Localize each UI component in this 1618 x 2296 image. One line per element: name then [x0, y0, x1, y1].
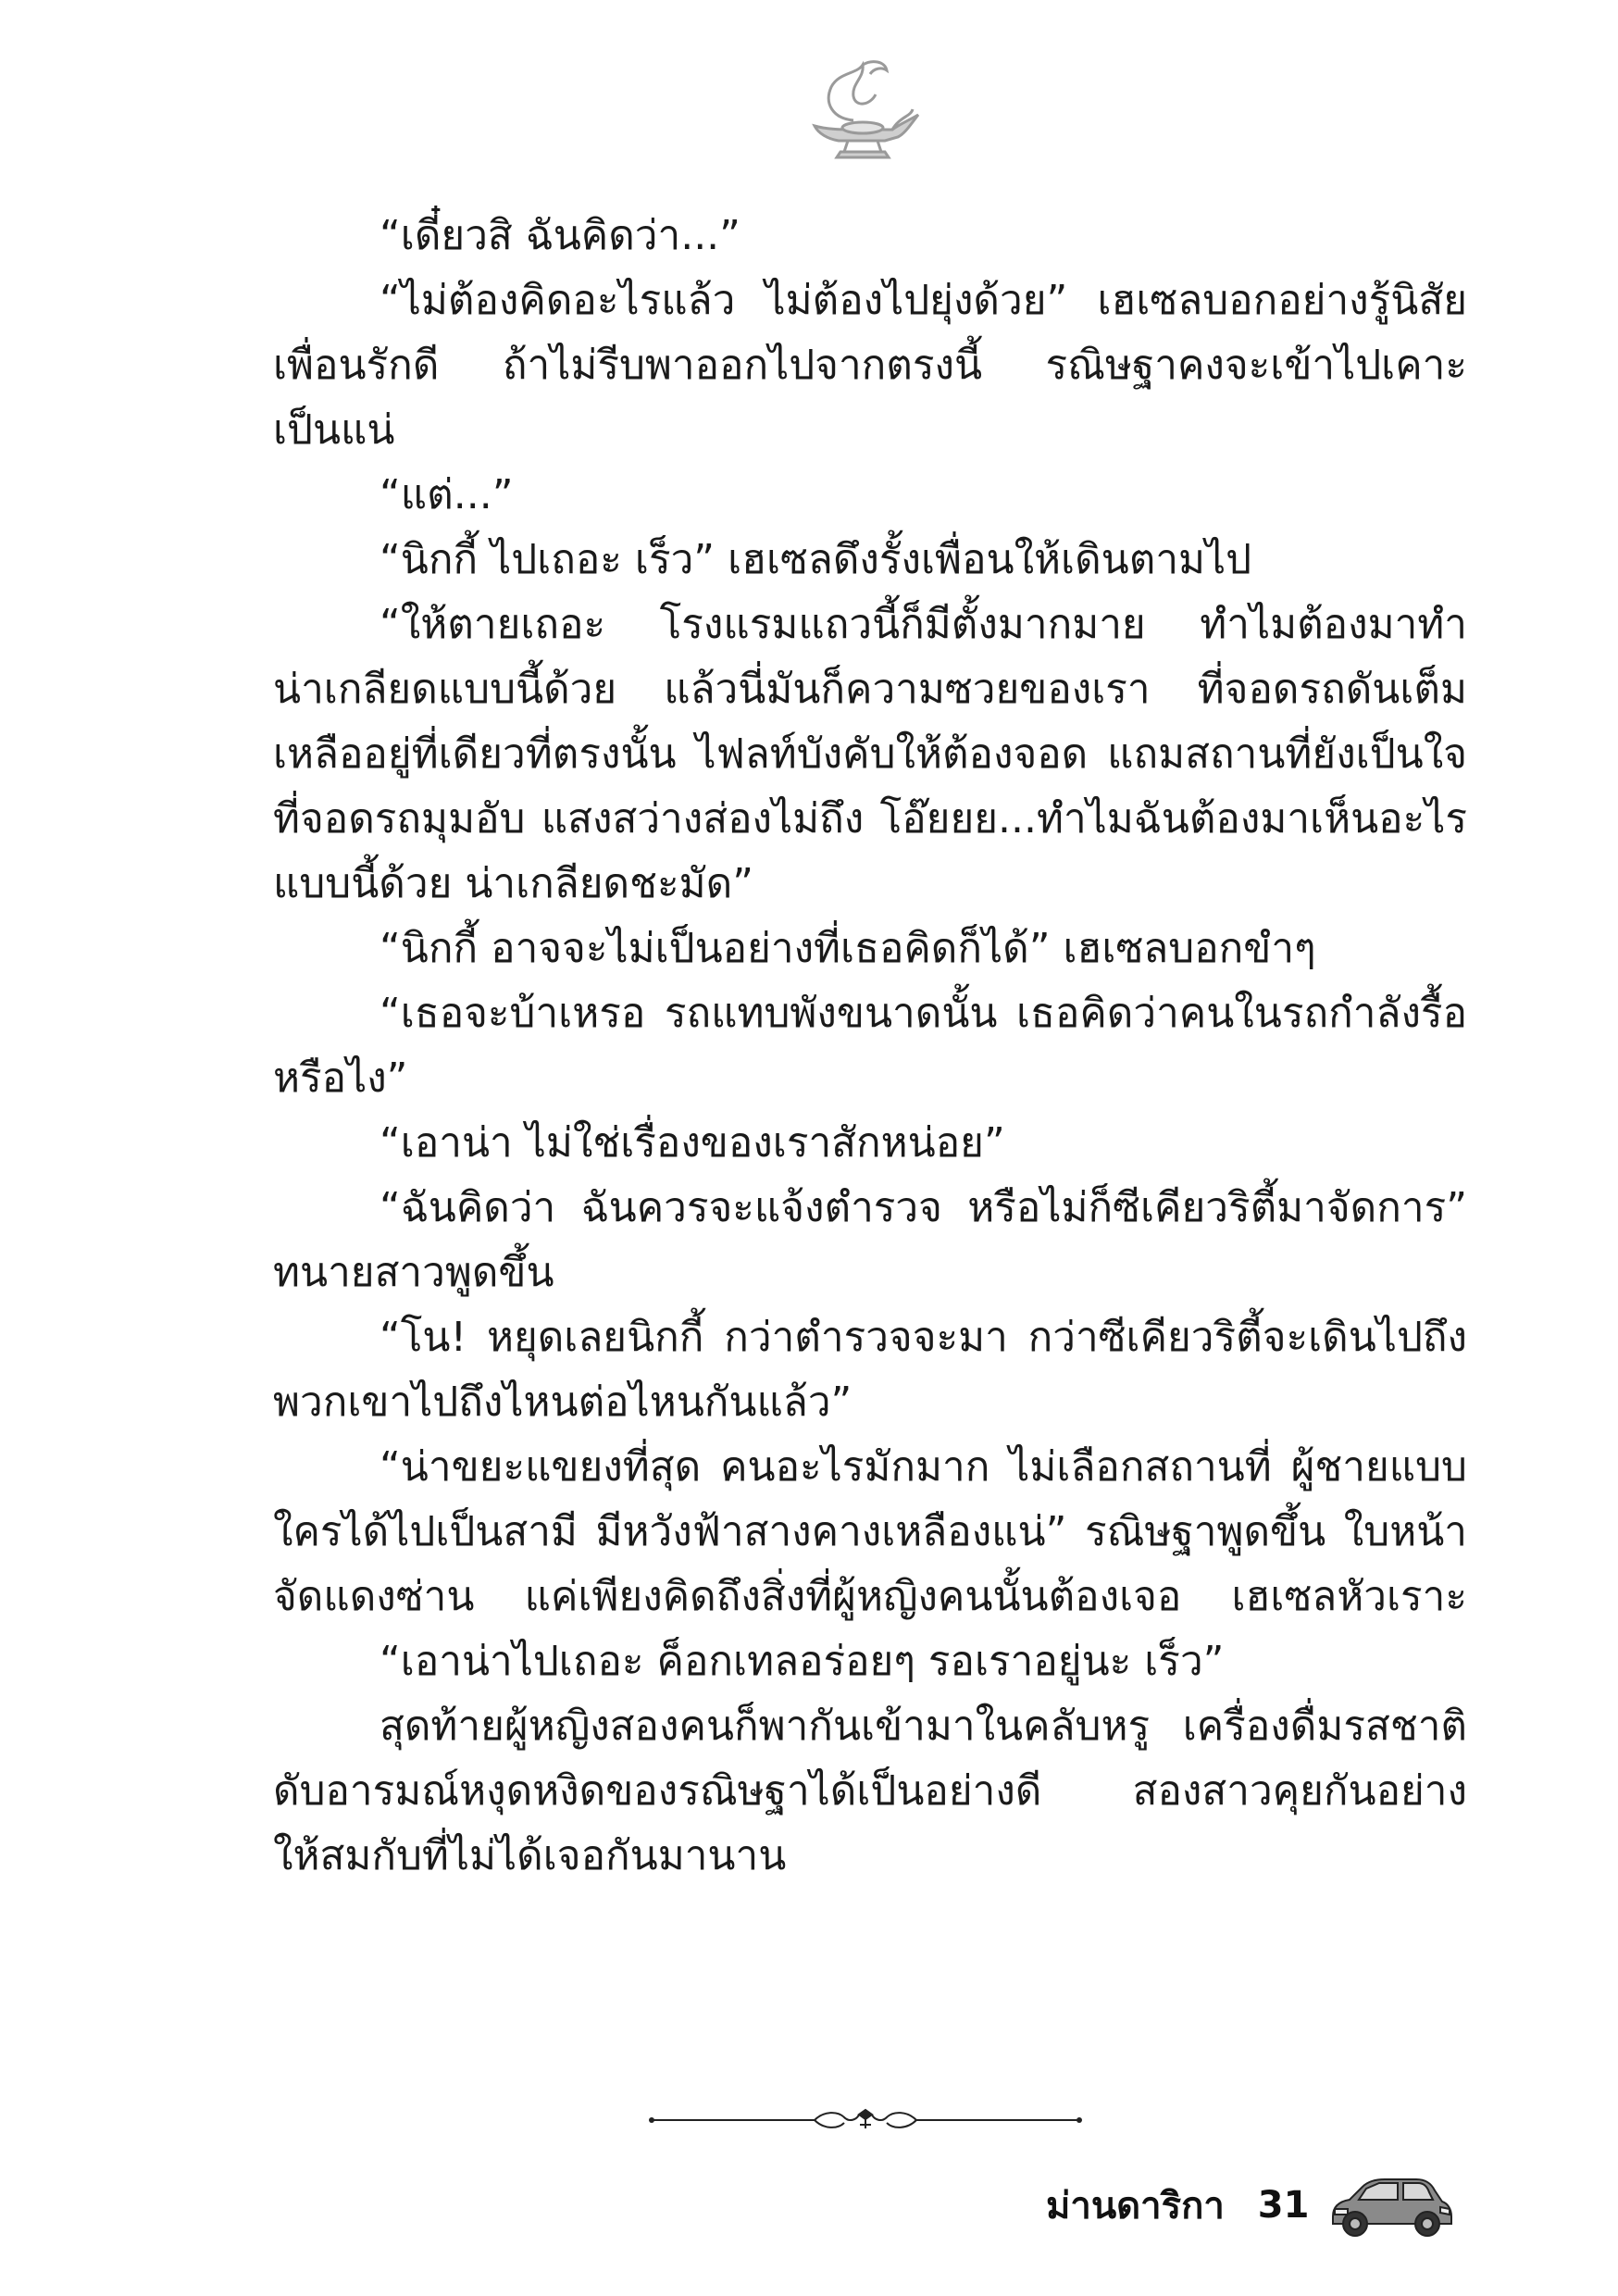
- text-line: “เดี๋ยวสิ ฉันคิดว่า...”: [380, 212, 741, 259]
- text-line: “นิกกี้ ไปเถอะ เร็ว” เฮเซลดึงรั้งเพื่อนให้เดินตามไป: [380, 536, 1252, 583]
- text-line: จัดแดงซ่าน แค่เพียงคิดถึงสิ่งที่ผู้หญิงคนนั้นต้องเจอ เฮเซลหัวเราะ: [273, 1573, 1467, 1620]
- text-line: “เอาน่า ไม่ใช่เรื่องของเราสักหน่อย”: [380, 1119, 1005, 1167]
- text-line: แบบนี้ด้วย น่าเกลียดชะมัด”: [273, 860, 753, 907]
- text-line: “ให้ตายเถอะ โรงแรมแถวนี้ก็มีตั้งมากมาย ทำไมต้องมาทำ: [380, 601, 1467, 648]
- text-line: ใครได้ไปเป็นสามี มีหวังฟ้าสางคางเหลืองแน่” รณิษฐาพูดขึ้น ใบหน้า: [273, 1508, 1467, 1555]
- text-line: เพื่อนรักดี ถ้าไม่รีบพาออกไปจากตรงนี้ รณิษฐาคงจะเข้าไปเคาะ: [273, 342, 1467, 389]
- book-title: ม่านดาริกา: [1046, 2185, 1225, 2227]
- text-line: “เธอจะบ้าเหรอ รถแทบพังขนาดนั้น เธอคิดว่าคนในรถกำลังรื้อ: [380, 990, 1467, 1037]
- text-line: “ไม่ต้องคิดอะไรแล้ว ไม่ต้องไปยุ่งด้วย” เฮเซลบอกอย่างรู้นิสัย: [380, 277, 1467, 324]
- text-line: เหลืออยู่ที่เดียวที่ตรงนั้น ไฟลท์บังคับให้ต้องจอด แถมสถานที่ยังเป็นใจ: [273, 730, 1467, 778]
- text-line: ทนายสาวพูดขึ้น: [273, 1249, 554, 1296]
- text-line: พวกเขาไปถึงไหนต่อไหนกันแล้ว”: [273, 1379, 853, 1426]
- text-line: “เอาน่าไปเถอะ ค็อกเทลอร่อยๆ รอเราอยู่นะ เร็ว”: [380, 1638, 1225, 1685]
- genie-lamp-icon: [796, 56, 926, 167]
- page-number: 31: [1257, 2184, 1310, 2227]
- text-line: “ฉันคิดว่า ฉันควรจะแจ้งตำรวจ หรือไม่ก็ซีเคียวริตี้มาจัดการ”: [380, 1184, 1467, 1231]
- text-line: “โน! หยุดเลยนิกกี้ กว่าตำรวจจะมา กว่าซีเคียวริตี้จะเดินไปถึง: [380, 1314, 1467, 1361]
- text-line: สุดท้ายผู้หญิงสองคนก็พากันเข้ามาในคลับหรู เครื่องดื่มรสชาติ: [380, 1703, 1467, 1750]
- text-line: น่าเกลียดแบบนี้ด้วย แล้วนี่มันก็ความซวยของเรา ที่จอดรถดันเต็ม: [273, 666, 1467, 713]
- text-line: หรือไง”: [273, 1054, 408, 1102]
- text-line: ให้สมกับที่ไม่ได้เจอกันมานาน: [273, 1832, 787, 1879]
- page-footer: [1046, 2168, 1455, 2242]
- ornament-divider: [648, 2106, 1083, 2134]
- text-line: ที่จอดรถมุมอับ แสงสว่างส่องไม่ถึง โอ๊ยยย...ทำไมฉันต้องมาเห็นอะไร: [273, 795, 1467, 842]
- body-text: [273, 204, 1467, 1889]
- text-line: “นิกกี้ อาจจะไม่เป็นอย่างที่เธอคิดก็ได้” เฮเซลบอกขำๆ: [380, 925, 1316, 972]
- text-line: “น่าขยะแขยงที่สุด คนอะไรมักมาก ไม่เลือกสถานที่ ผู้ชายแบบ: [380, 1443, 1467, 1491]
- car-icon: [1326, 2168, 1455, 2242]
- text-line: ดับอารมณ์หงุดหงิดของรณิษฐาได้เป็นอย่างดี สองสาวคุยกันอย่าง: [273, 1767, 1467, 1815]
- text-line: เป็นแน่: [273, 406, 395, 454]
- text-line: “แต่...”: [380, 471, 514, 518]
